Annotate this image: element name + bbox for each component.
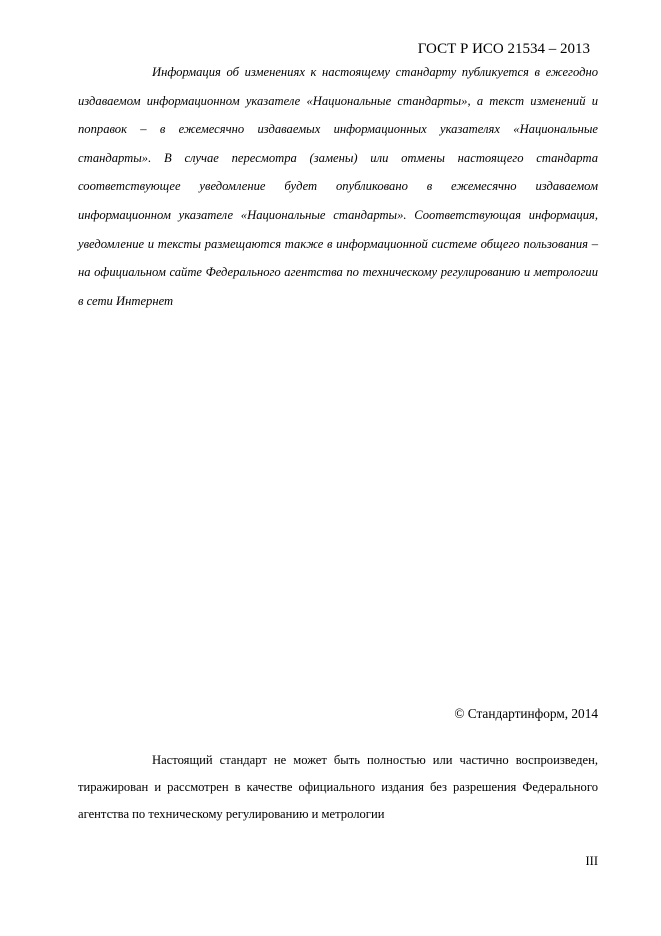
copyright-notice: © Стандартинформ, 2014 — [454, 706, 598, 721]
reproduction-notice-paragraph: Настоящий стандарт не может быть полностью или частично воспроизведен, тиражирован и рассмотрен в качестве официального издания без разрешения Федерального агентства по техническому регулированию и метрологии — [78, 753, 598, 821]
amendments-info-paragraph: Информация об изменениях к настоящему стандарту публикуется в ежегодно издаваемом информационном указателе «Национальные стандарты», а текст изменений и поправок – в ежемесячно издаваемых информационных указателях «Национальные стандарты». В случае пересмотра (замены) или отмены настоящего стандарта соответствующее уведомление будет опубликовано в ежемесячно издаваемом информационном указателе «Национальные стандарты». Соответствующая информация, уведомление и тексты размещаются также в информационной системе общего пользования – на официальном сайте Федерального агентства по техническому регулированию и метрологии в сети Интернет — [78, 65, 598, 308]
page-number: III — [585, 854, 598, 868]
standard-code-header: ГОСТ Р ИСО 21534 – 2013 — [417, 41, 590, 57]
